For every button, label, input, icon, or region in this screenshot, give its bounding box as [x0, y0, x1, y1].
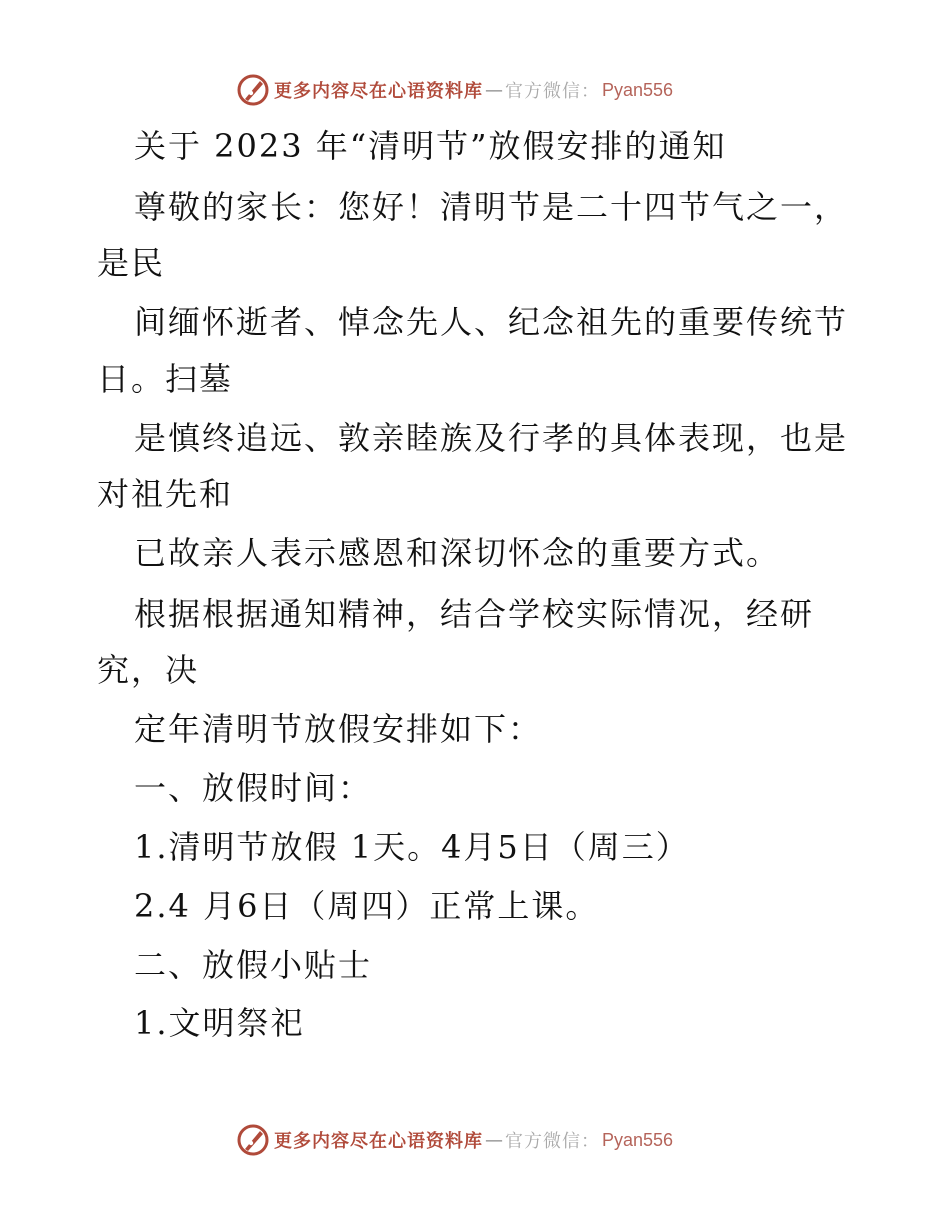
paragraph-line: 对祖先和 [97, 475, 234, 513]
document-title: 关于 2023 年“清明节”放假安排的通知 [134, 127, 727, 165]
paragraph-line: 是慎终追远、敦亲睦族及行孝的具体表现，也是 [134, 419, 849, 457]
section-heading: 一、放假时间： [134, 769, 373, 807]
list-item: 1.文明祭祀 [134, 1004, 305, 1042]
watermark-separator: — [485, 79, 503, 101]
list-item: 2.4 月6日（周四）正常上课。 [134, 887, 600, 925]
paragraph-line: 间缅怀逝者、悼念先人、纪念祖先的重要传统节 [134, 303, 849, 341]
paragraph-line: 究，决 [97, 651, 200, 689]
footer-watermark [236, 1122, 673, 1158]
watermark-wechat-label: 官方微信： [505, 81, 600, 102]
watermark-wechat-id: Pyan556 [602, 79, 674, 100]
paragraph-line: 日。扫墓 [97, 360, 234, 398]
watermark-wechat-label: 官方微信： [505, 1131, 600, 1152]
paragraph-line: 定年清明节放假安排如下： [134, 710, 543, 748]
header-watermark [236, 72, 673, 108]
section-heading: 二、放假小贴士 [134, 946, 373, 984]
watermark-separator: — [485, 1129, 503, 1151]
watermark-title: 更多内容尽在心语资料库 [274, 1131, 483, 1152]
paragraph-line: 根据根据通知精神，结合学校实际情况，经研 [134, 595, 815, 633]
watermark-title: 更多内容尽在心语资料库 [274, 81, 483, 102]
paragraph-line: 已故亲人表示感恩和深切怀念的重要方式。 [134, 534, 781, 572]
list-item: 1.清明节放假 1天。4月5日（周三） [134, 828, 690, 866]
paragraph-line: 尊敬的家长：您好！清明节是二十四节气之一， [134, 188, 849, 226]
paragraph-line: 是民 [97, 244, 166, 282]
watermark-wechat-id: Pyan556 [602, 1129, 674, 1150]
quill-pen-logo-icon [236, 1123, 270, 1157]
quill-pen-logo-icon [236, 73, 270, 107]
